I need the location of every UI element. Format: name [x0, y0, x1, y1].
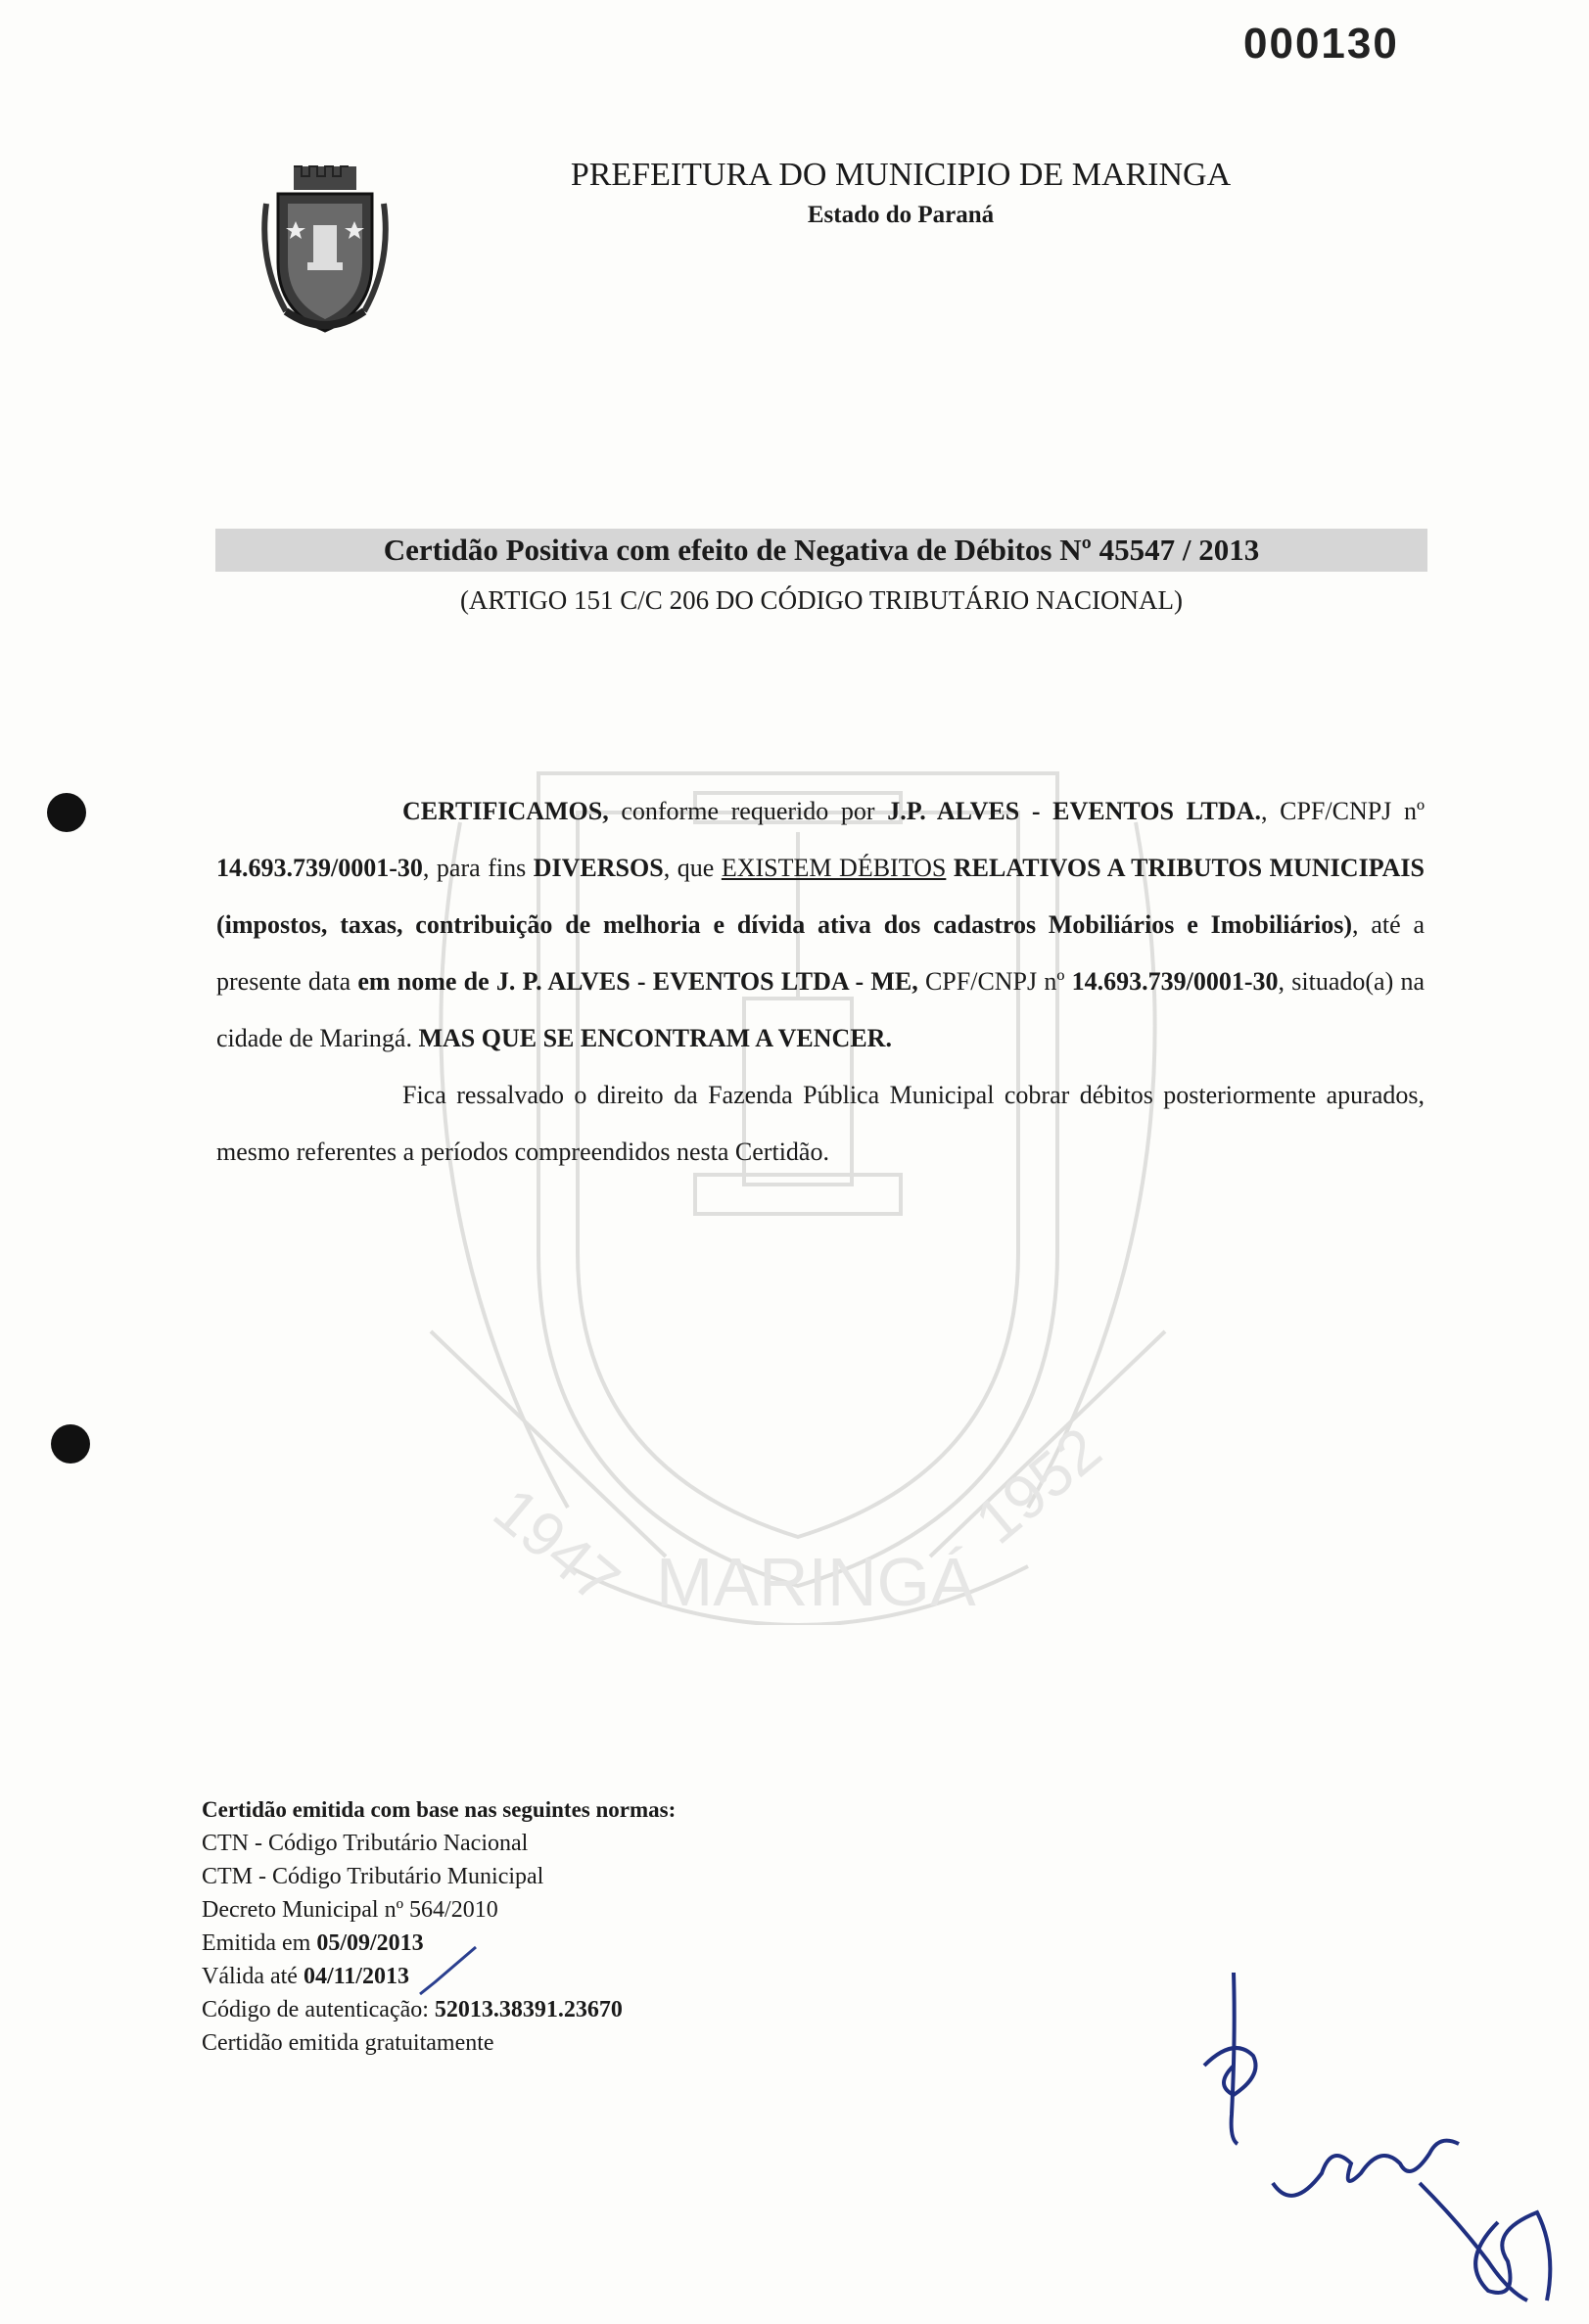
watermark-city: MARINGÁ	[656, 1544, 976, 1620]
footer-auth-code: Código de autenticação: 52013.38391.23670	[202, 1997, 623, 2022]
handwritten-signature	[1263, 2105, 1576, 2320]
certificate-body	[216, 783, 1425, 1181]
footer-heading: Certidão emitida com base nas seguintes normas:	[202, 1797, 677, 1822]
footer-free-note: Certidão emitida gratuitamente	[202, 2030, 494, 2056]
body-paragraph-2: Fica ressalvado o direito da Fazenda Pública Municipal cobrar débitos posteriormente apurados, mesmo referentes a períodos compreendidos nesta Certidão.	[216, 1081, 1425, 1166]
footer-issued: Emitida em 05/09/2013	[202, 1930, 424, 1956]
watermark-year-right: 1952	[961, 1414, 1115, 1557]
footer-ctn: CTN - Código Tributário Nacional	[202, 1831, 529, 1856]
municipal-crest-icon	[257, 164, 394, 336]
header-title: PREFEITURA DO MUNICIPIO DE MARINGA	[570, 157, 1232, 193]
page-number-stamp: 000130	[1243, 20, 1399, 68]
debts-exist-label: EXISTEM DÉBITOS	[721, 854, 947, 882]
binder-hole-top	[47, 793, 86, 832]
footer-ctm: CTM - Código Tributário Municipal	[202, 1864, 544, 1889]
handwritten-check-mark	[415, 1943, 484, 2002]
body-paragraph-1: CERTIFICAMOS, conforme requerido por J.P. ALVES - EVENTOS LTDA., CPF/CNPJ nº 14.693.739/0001-30, para fins DIVERSOS, que EXISTEM DÉBITOS RELATIVOS A TRIBUTOS MUNICIPAIS (impostos, taxas, contribuição de melhoria e dívida ativa dos cadastros Mobiliários e Imobiliários), até a presente data em nome de J. P. ALVES - EVENTOS LTDA - ME, CPF/CNPJ nº 14.693.739/0001-30, situado(a) na cidade de Maringá. MAS QUE SE ENCONTRAM A VENCER.	[216, 797, 1425, 1052]
footer-valid: Válida até 04/11/2013	[202, 1964, 409, 1989]
footer-decree: Decreto Municipal nº 564/2010	[202, 1897, 498, 1923]
binder-hole-bottom	[51, 1424, 90, 1464]
certificate-subtitle: (ARTIGO 151 C/C 206 DO CÓDIGO TRIBUTÁRIO NACIONAL)	[459, 585, 1184, 615]
watermark-year-left: 1947	[481, 1473, 633, 1618]
header-subtitle: Estado do Paraná	[807, 202, 995, 228]
footer-norms	[202, 1793, 985, 2060]
certificate-title: Certidão Positiva com efeito de Negativa de Débitos Nº 45547 / 2013	[383, 533, 1260, 567]
